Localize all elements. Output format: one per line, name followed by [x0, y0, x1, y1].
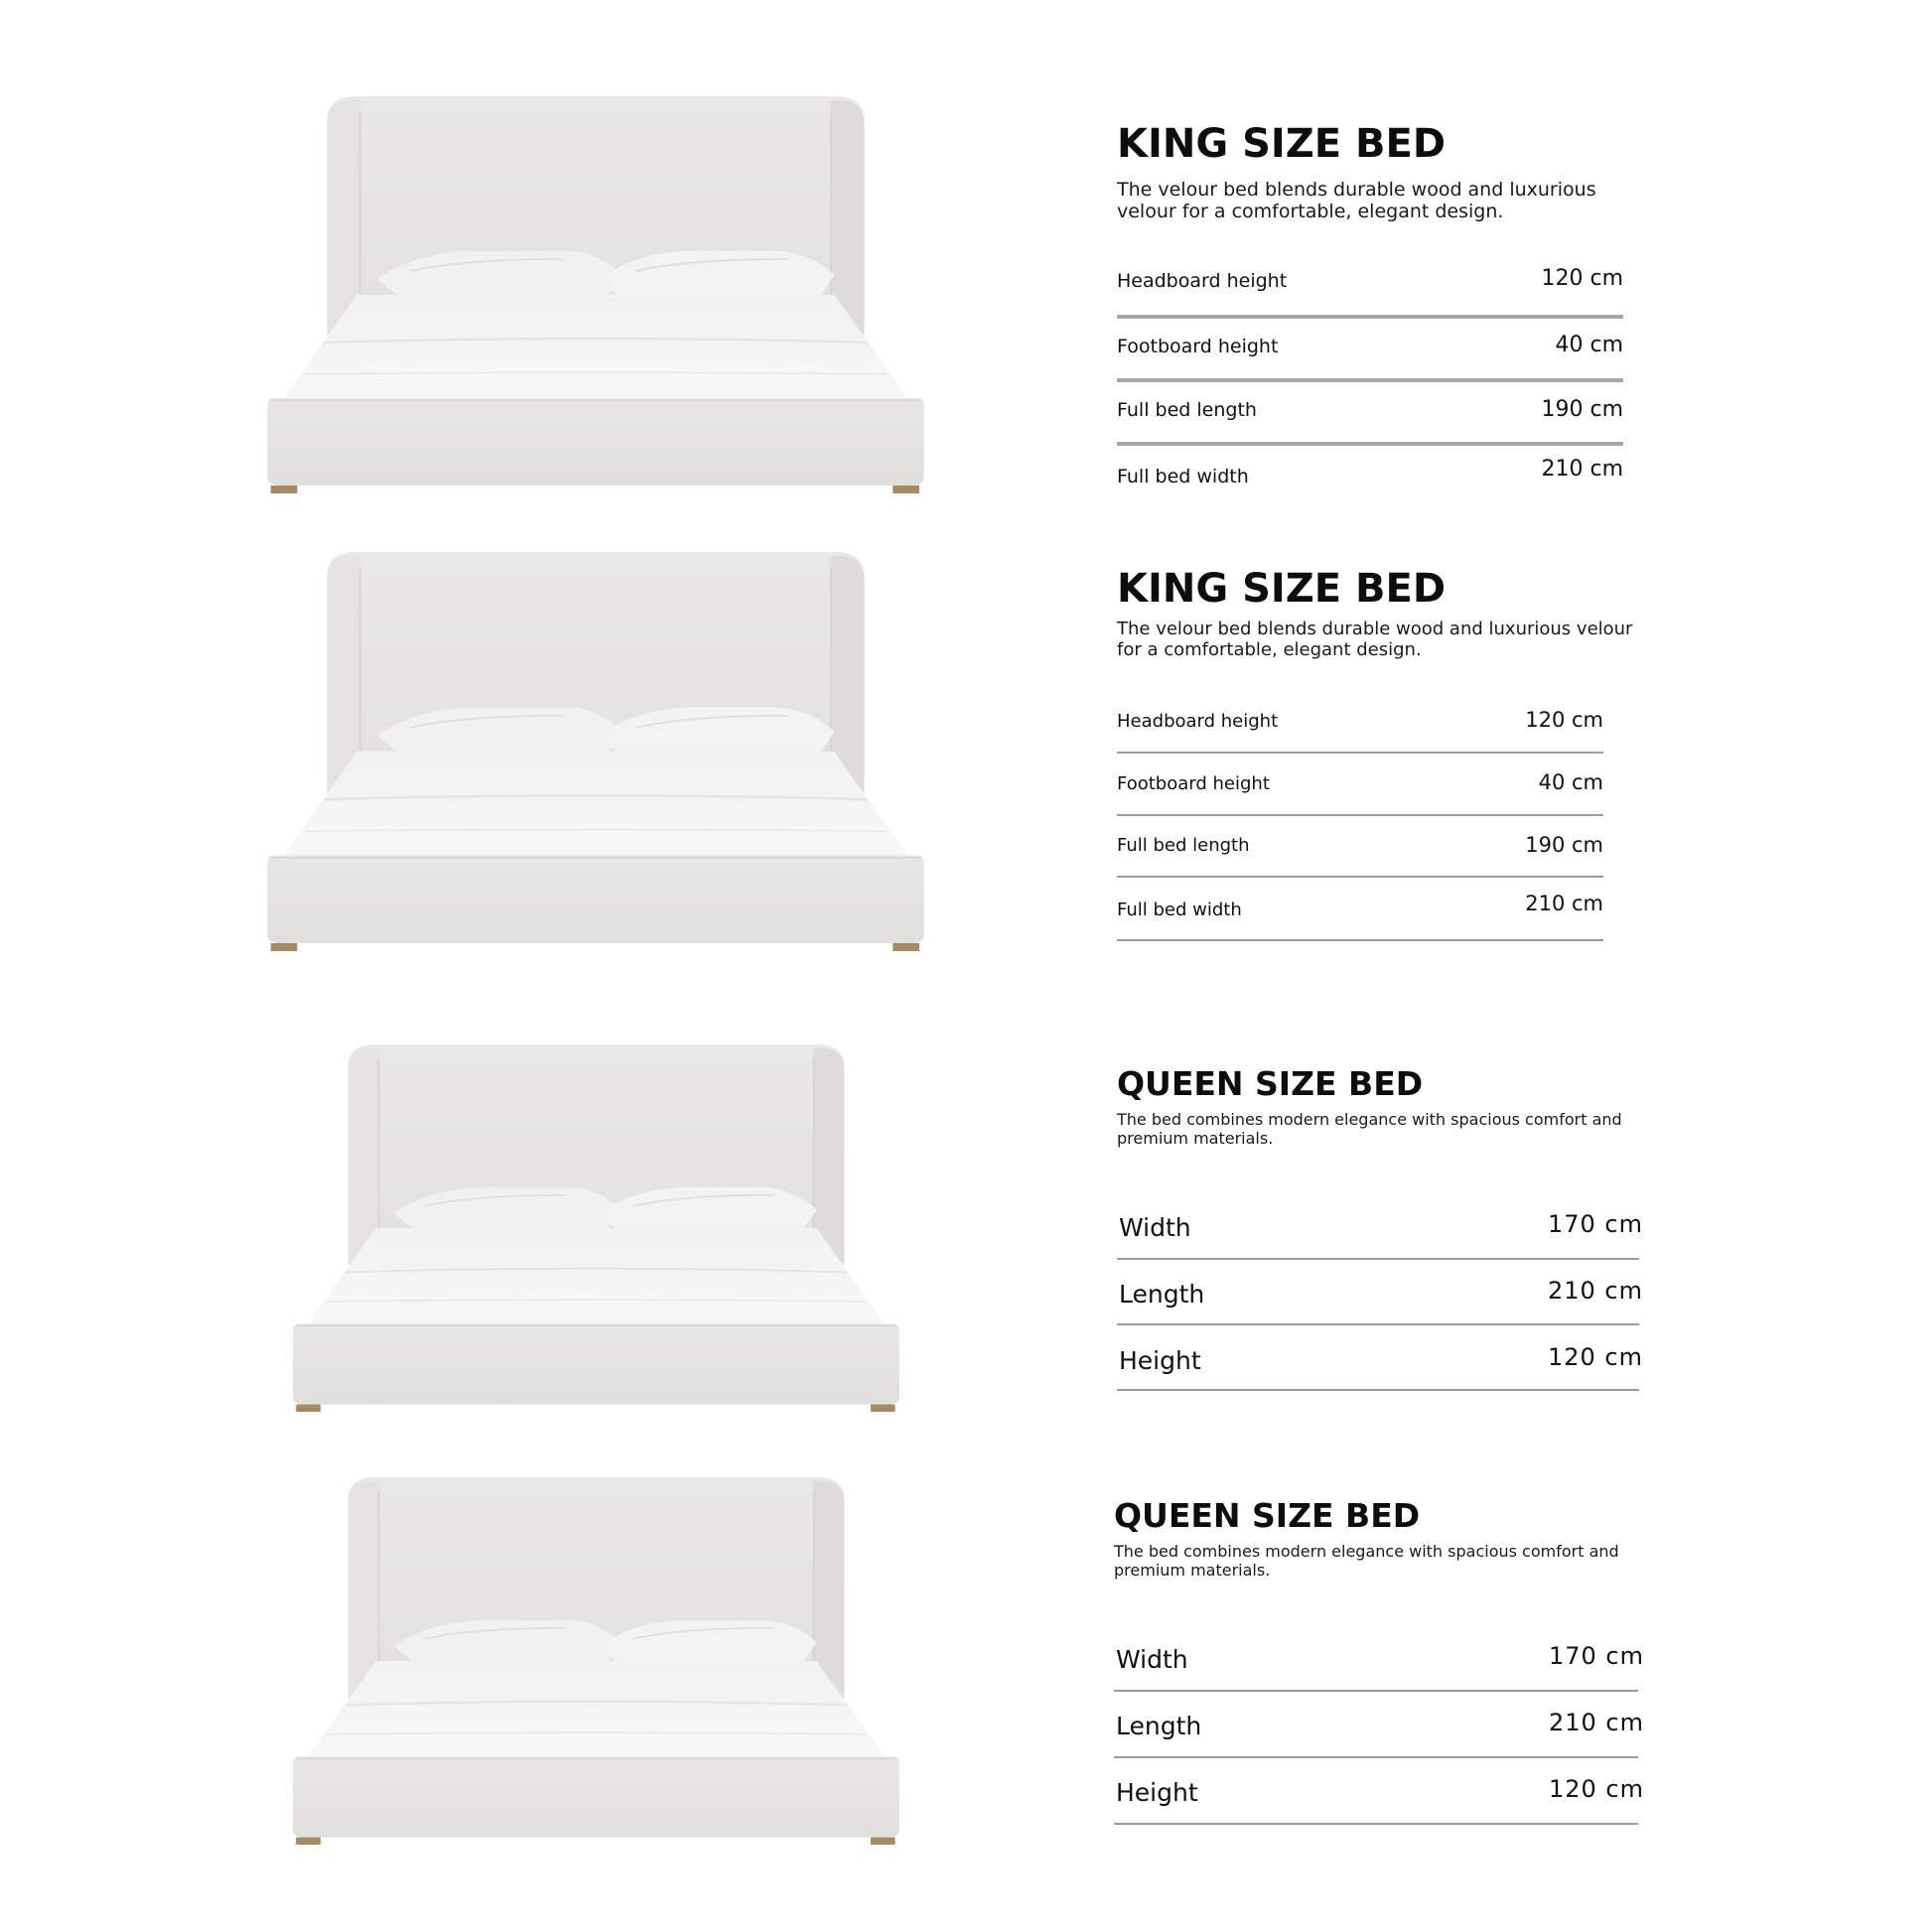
- spec-label: Width: [1119, 1213, 1191, 1242]
- spec-row: [1116, 1775, 1644, 1807]
- spec-row: [1119, 1210, 1643, 1242]
- product-card-2: [1117, 560, 1653, 947]
- bed-image-4: [290, 1477, 902, 1845]
- spec-row: [1117, 266, 1623, 292]
- spec-row: [1117, 457, 1623, 487]
- spec-label: Footboard height: [1117, 336, 1279, 357]
- product-card-1: [1117, 119, 1653, 496]
- spec-label: Full bed length: [1117, 835, 1250, 856]
- spec-row: [1117, 770, 1603, 794]
- product-description: The velour bed blends durable wood and luxurious velour for a comfortable, elegant design.: [1117, 619, 1633, 660]
- spec-row: [1119, 1343, 1643, 1375]
- spec-divider: [1114, 1756, 1638, 1758]
- spec-value: 170 cm: [1548, 1642, 1644, 1670]
- spec-label: Headboard height: [1117, 711, 1279, 732]
- spec-row: [1117, 333, 1623, 357]
- product-card-3: [1117, 1062, 1673, 1410]
- spec-label: Full bed length: [1117, 399, 1257, 421]
- spec-row: [1117, 892, 1603, 920]
- spec-row: [1117, 708, 1603, 732]
- spec-row: [1119, 1277, 1643, 1309]
- spec-value: 190 cm: [1525, 833, 1603, 857]
- spec-value: 210 cm: [1541, 457, 1623, 482]
- spec-label: Headboard height: [1117, 270, 1288, 292]
- product-description: The bed combines modern elegance with spacious comfort and premium materials.: [1117, 1110, 1622, 1148]
- spec-label: Full bed width: [1117, 466, 1249, 487]
- product-description: The bed combines modern elegance with spacious comfort and premium materials.: [1114, 1542, 1619, 1580]
- product-title: KING SIZE BED: [1117, 121, 1447, 167]
- spec-label: Length: [1116, 1712, 1202, 1740]
- spec-divider: [1117, 315, 1623, 319]
- spec-label: Width: [1116, 1645, 1188, 1674]
- spec-value: 40 cm: [1555, 333, 1623, 357]
- spec-value: 120 cm: [1548, 1775, 1644, 1803]
- spec-value: 210 cm: [1525, 892, 1603, 915]
- spec-divider: [1117, 1389, 1639, 1391]
- spec-divider: [1117, 1323, 1639, 1325]
- spec-row: [1117, 835, 1603, 857]
- spec-divider: [1114, 1823, 1638, 1825]
- bed-image-3: [290, 1044, 902, 1412]
- spec-divider: [1117, 814, 1603, 816]
- spec-divider: [1117, 1258, 1639, 1260]
- spec-divider: [1117, 752, 1603, 754]
- spec-label: Height: [1116, 1778, 1198, 1807]
- bed-image-2: [264, 552, 927, 951]
- spec-row: [1116, 1709, 1644, 1740]
- spec-value: 120 cm: [1541, 266, 1623, 291]
- spec-divider: [1117, 442, 1623, 446]
- spec-label: Footboard height: [1117, 773, 1270, 794]
- product-title: KING SIZE BED: [1117, 566, 1447, 612]
- spec-label: Full bed width: [1117, 899, 1242, 920]
- spec-divider: [1117, 876, 1603, 878]
- product-card-4: [1114, 1494, 1670, 1842]
- spec-value: 210 cm: [1548, 1709, 1644, 1736]
- spec-value: 120 cm: [1547, 1343, 1643, 1371]
- spec-label: Height: [1119, 1346, 1201, 1375]
- spec-value: 210 cm: [1547, 1277, 1643, 1305]
- product-title: QUEEN SIZE BED: [1114, 1496, 1421, 1535]
- spec-label: Length: [1119, 1280, 1205, 1309]
- spec-value: 40 cm: [1538, 770, 1603, 794]
- spec-value: 190 cm: [1541, 397, 1623, 422]
- bed-image-1: [264, 96, 927, 493]
- spec-divider: [1114, 1690, 1638, 1692]
- spec-divider: [1117, 939, 1603, 941]
- spec-value: 120 cm: [1525, 708, 1603, 732]
- spec-row: [1116, 1642, 1644, 1674]
- spec-divider: [1117, 378, 1623, 382]
- product-title: QUEEN SIZE BED: [1117, 1064, 1424, 1103]
- product-description: The velour bed blends durable wood and luxurious velour for a comfortable, elegant design.: [1117, 179, 1596, 222]
- spec-value: 170 cm: [1547, 1210, 1643, 1238]
- spec-row: [1117, 399, 1623, 422]
